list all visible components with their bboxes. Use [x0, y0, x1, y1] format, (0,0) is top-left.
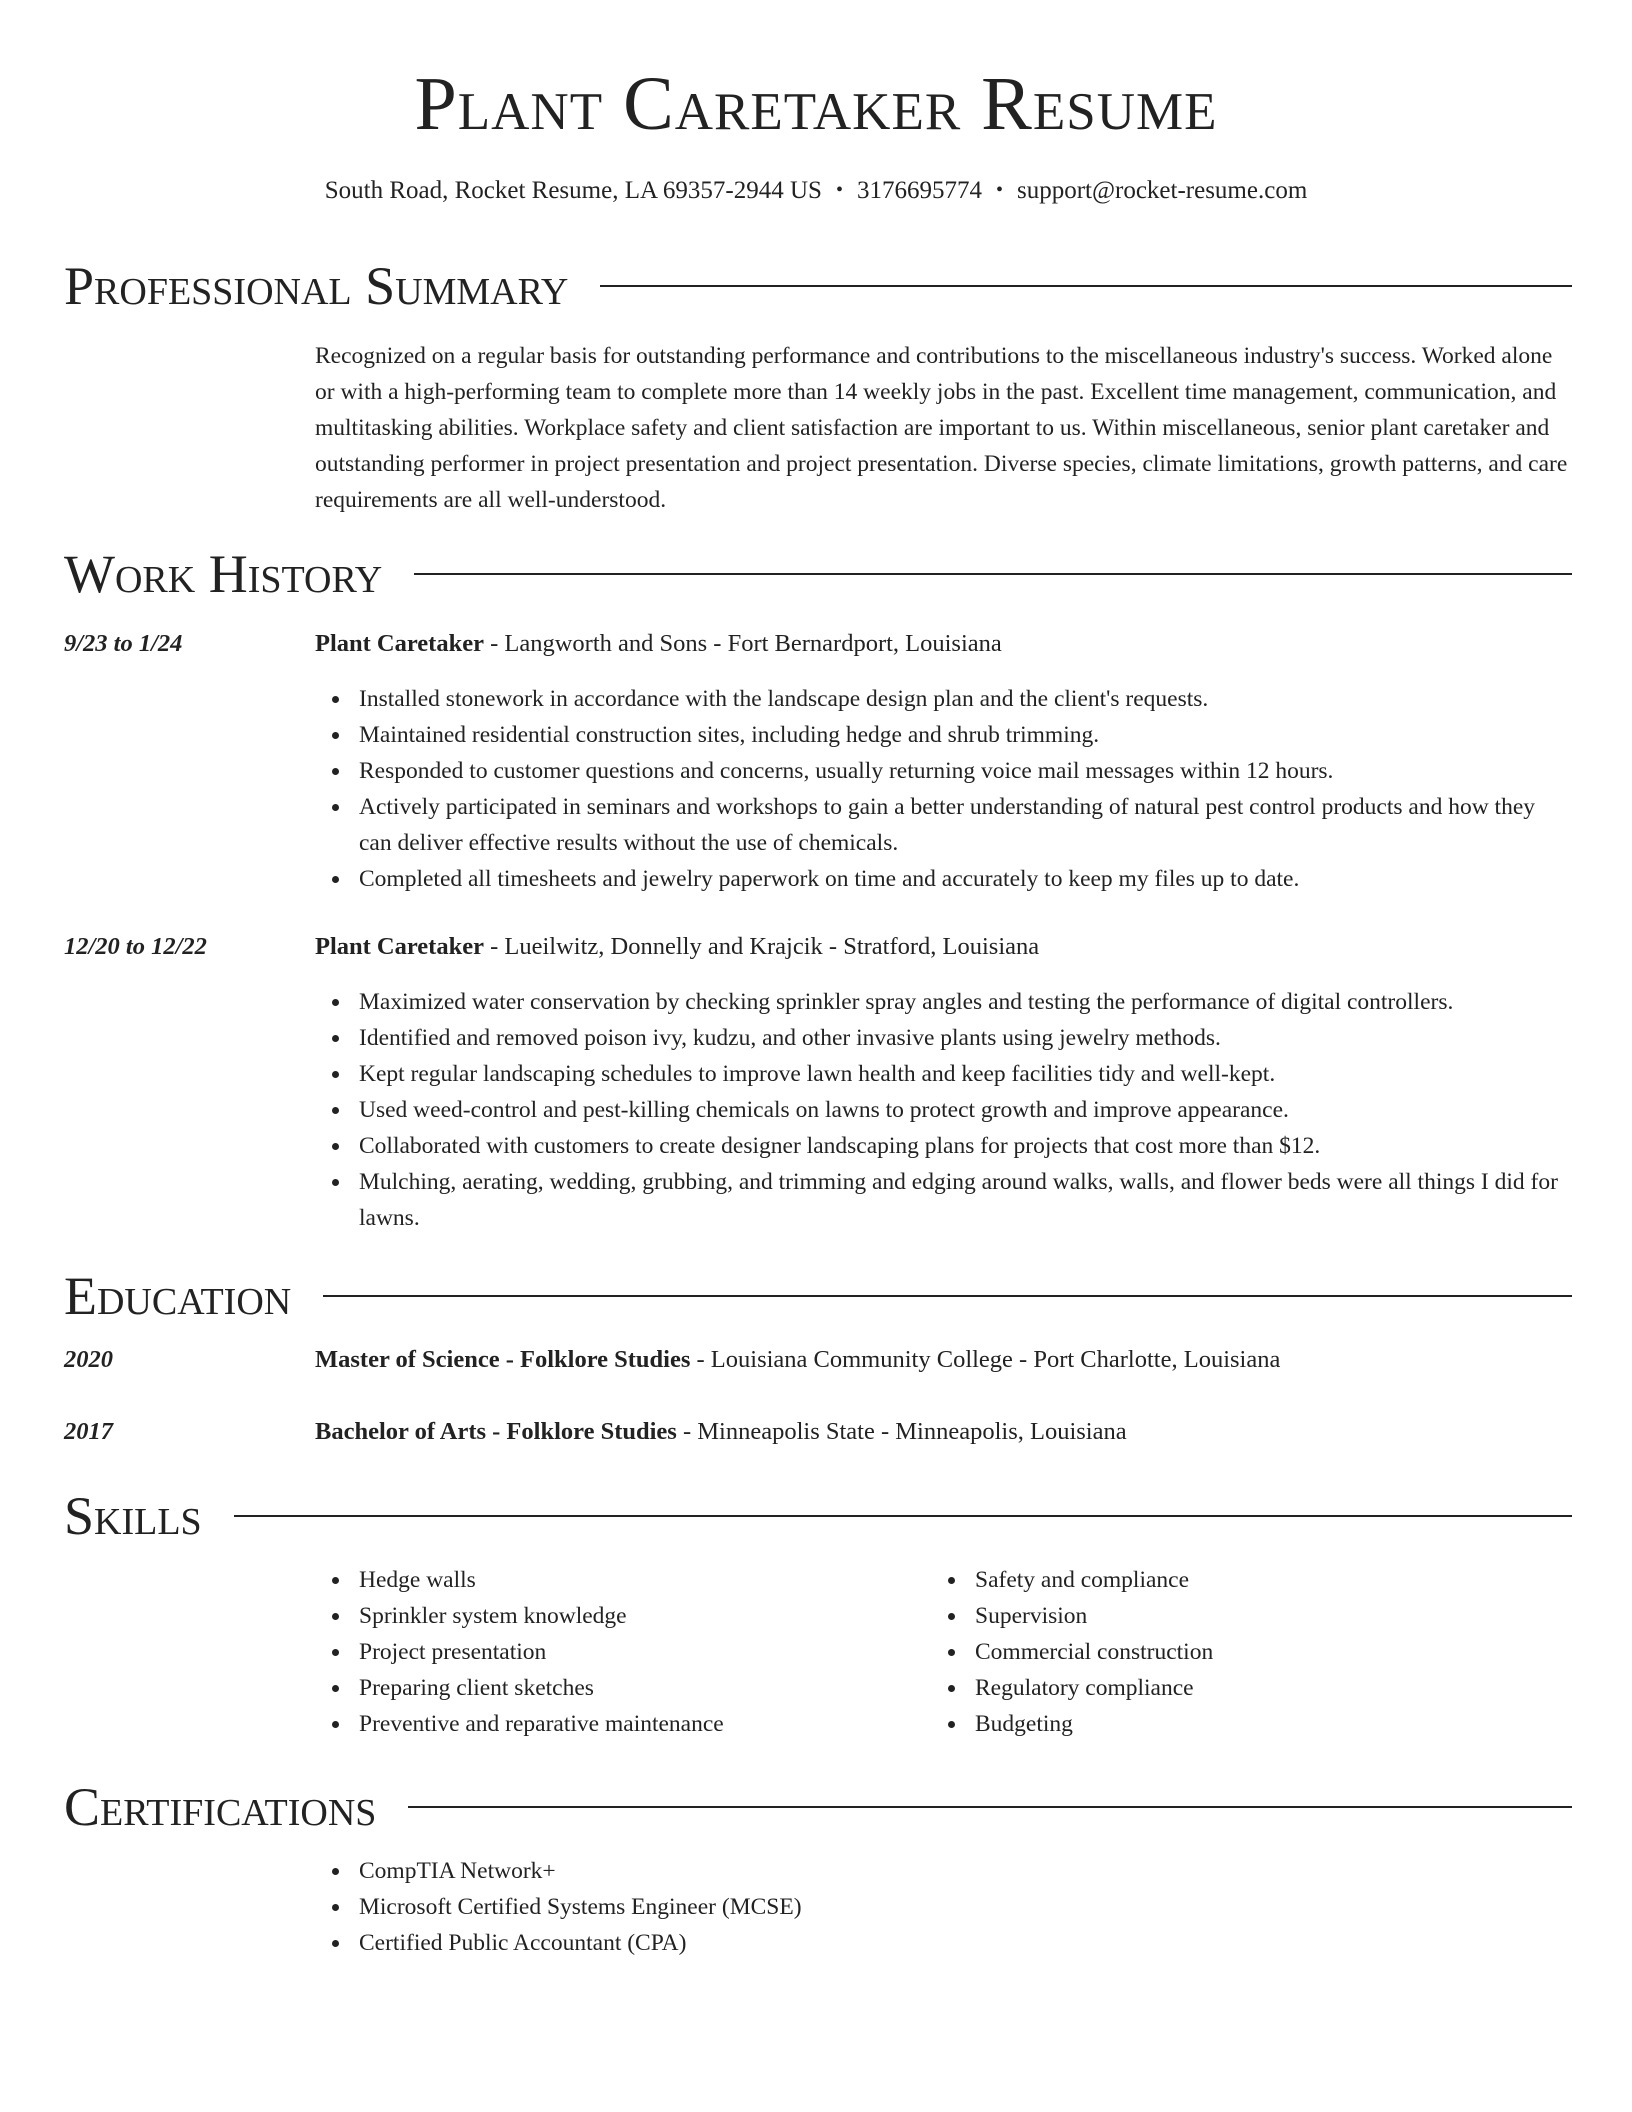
job-details: - Langworth and Sons - Fort Bernardport, Louisiana	[483, 630, 1002, 657]
job-role: Plant Caretaker	[315, 933, 484, 960]
list-item: Installed stonework in accordance with the landscape design plan and the client's requests.	[359, 681, 1572, 717]
separator-dot: •	[835, 179, 843, 201]
work-section	[64, 542, 1572, 1231]
certification-item: Certified Public Accountant (CPA)	[359, 1925, 1572, 1961]
section-rule	[234, 1515, 1572, 1517]
list-item: Kept regular landscaping schedules to improve lawn health and keep facilities tidy and well-kept.	[359, 1056, 1572, 1092]
job-role: Plant Caretaker	[315, 630, 484, 657]
section-title: Education	[64, 1266, 292, 1326]
section-header	[64, 1484, 1572, 1548]
job-bullets	[315, 681, 1572, 897]
job-heading	[315, 627, 1572, 661]
education-heading	[315, 1343, 1572, 1377]
section-header	[64, 1264, 1572, 1328]
section-rule	[414, 573, 1572, 575]
education-section	[64, 1264, 1572, 1445]
skill-item: Project presentation	[359, 1634, 931, 1670]
summary-body	[315, 338, 1572, 518]
resume-title: Plant Caretaker Resume	[414, 62, 1218, 146]
section-title: Certifications	[64, 1777, 377, 1837]
skills-list-right	[931, 1562, 1547, 1742]
section-title: Professional Summary	[64, 256, 569, 316]
summary-text: Recognized on a regular basis for outstanding performance and contributions to the miscellaneous industry's success. Worked alone or with a high-performing team to complete more than 14 weekly jobs in the past. Excellent time management, communication, and multitasking abilities. Workplace safety and client satisfaction are important to us. Within miscellaneous, senior plant caretaker and outstanding performer in project presentation and project presentation. Diverse species, climate limitations, growth patterns, and care requirements are all well-understood.	[315, 343, 1568, 513]
section-rule	[600, 285, 1572, 287]
section-title: Work History	[64, 544, 383, 604]
list-item: Completed all timesheets and jewelry paperwork on time and accurately to keep my files up to date.	[359, 861, 1572, 897]
section-rule	[323, 1295, 1572, 1297]
education-details: - Louisiana Community College - Port Charlotte, Louisiana	[690, 1346, 1281, 1373]
skill-item: Sprinkler system knowledge	[359, 1598, 931, 1634]
summary-section	[64, 254, 1572, 513]
skill-item: Hedge walls	[359, 1562, 931, 1598]
education-year: 2017	[64, 1418, 113, 1445]
list-item: Mulching, aerating, wedding, grubbing, and trimming and edging around walks, walls, and flower beds were all things I did for lawns.	[359, 1164, 1572, 1236]
section-header	[64, 542, 1572, 606]
separator-dot: •	[995, 179, 1003, 201]
skill-item: Safety and compliance	[975, 1562, 1547, 1598]
contact-line	[0, 174, 1632, 209]
certifications-section	[64, 1775, 1572, 1956]
job-heading	[315, 930, 1572, 964]
education-year: 2020	[64, 1346, 113, 1373]
section-rule	[408, 1806, 1572, 1808]
certification-item: Microsoft Certified Systems Engineer (MCSE)	[359, 1889, 1572, 1925]
list-item: Collaborated with customers to create designer landscaping plans for projects that cost more than $12.	[359, 1128, 1572, 1164]
list-item: Identified and removed poison ivy, kudzu, and other invasive plants using jewelry methods.	[359, 1020, 1572, 1056]
list-item: Maximized water conservation by checking sprinkler spray angles and testing the performance of digital controllers.	[359, 984, 1572, 1020]
section-title: Skills	[64, 1486, 202, 1546]
list-item: Responded to customer questions and concerns, usually returning voice mail messages within 12 hours.	[359, 753, 1572, 789]
certification-item: CompTIA Network+	[359, 1853, 1572, 1889]
skill-item: Commercial construction	[975, 1634, 1547, 1670]
skill-item: Regulatory compliance	[975, 1670, 1547, 1706]
job-details: - Lueilwitz, Donnelly and Krajcik - Stratford, Louisiana	[483, 933, 1040, 960]
list-item: Actively participated in seminars and workshops to gain a better understanding of natural pest control products and how they can deliver effective results without the use of chemicals.	[359, 789, 1572, 861]
education-details: - Minneapolis State - Minneapolis, Louisiana	[676, 1418, 1127, 1445]
education-heading	[315, 1415, 1572, 1449]
degree: Bachelor of Arts - Folklore Studies	[315, 1418, 677, 1445]
job-bullets	[315, 984, 1572, 1236]
skill-item: Budgeting	[975, 1706, 1547, 1742]
skill-item: Supervision	[975, 1598, 1547, 1634]
list-item: Used weed-control and pest-killing chemicals on lawns to protect growth and improve appearance.	[359, 1092, 1572, 1128]
list-item: Maintained residential construction sites, including hedge and shrub trimming.	[359, 717, 1572, 753]
email: support@rocket-resume.com	[1016, 177, 1308, 204]
degree: Master of Science - Folklore Studies	[315, 1346, 691, 1373]
job-dates: 12/20 to 12/22	[64, 933, 207, 960]
section-header	[64, 1775, 1572, 1839]
section-header	[64, 254, 1572, 318]
skills-list-left	[315, 1562, 931, 1742]
address: South Road, Rocket Resume, LA 69357-2944 US	[324, 177, 822, 204]
job-dates: 9/23 to 1/24	[64, 630, 183, 657]
phone: 3176695774	[856, 177, 982, 204]
certifications-list	[315, 1853, 1572, 1961]
skill-item: Preventive and reparative maintenance	[359, 1706, 931, 1742]
skill-item: Preparing client sketches	[359, 1670, 931, 1706]
skills-section	[64, 1484, 1572, 1737]
